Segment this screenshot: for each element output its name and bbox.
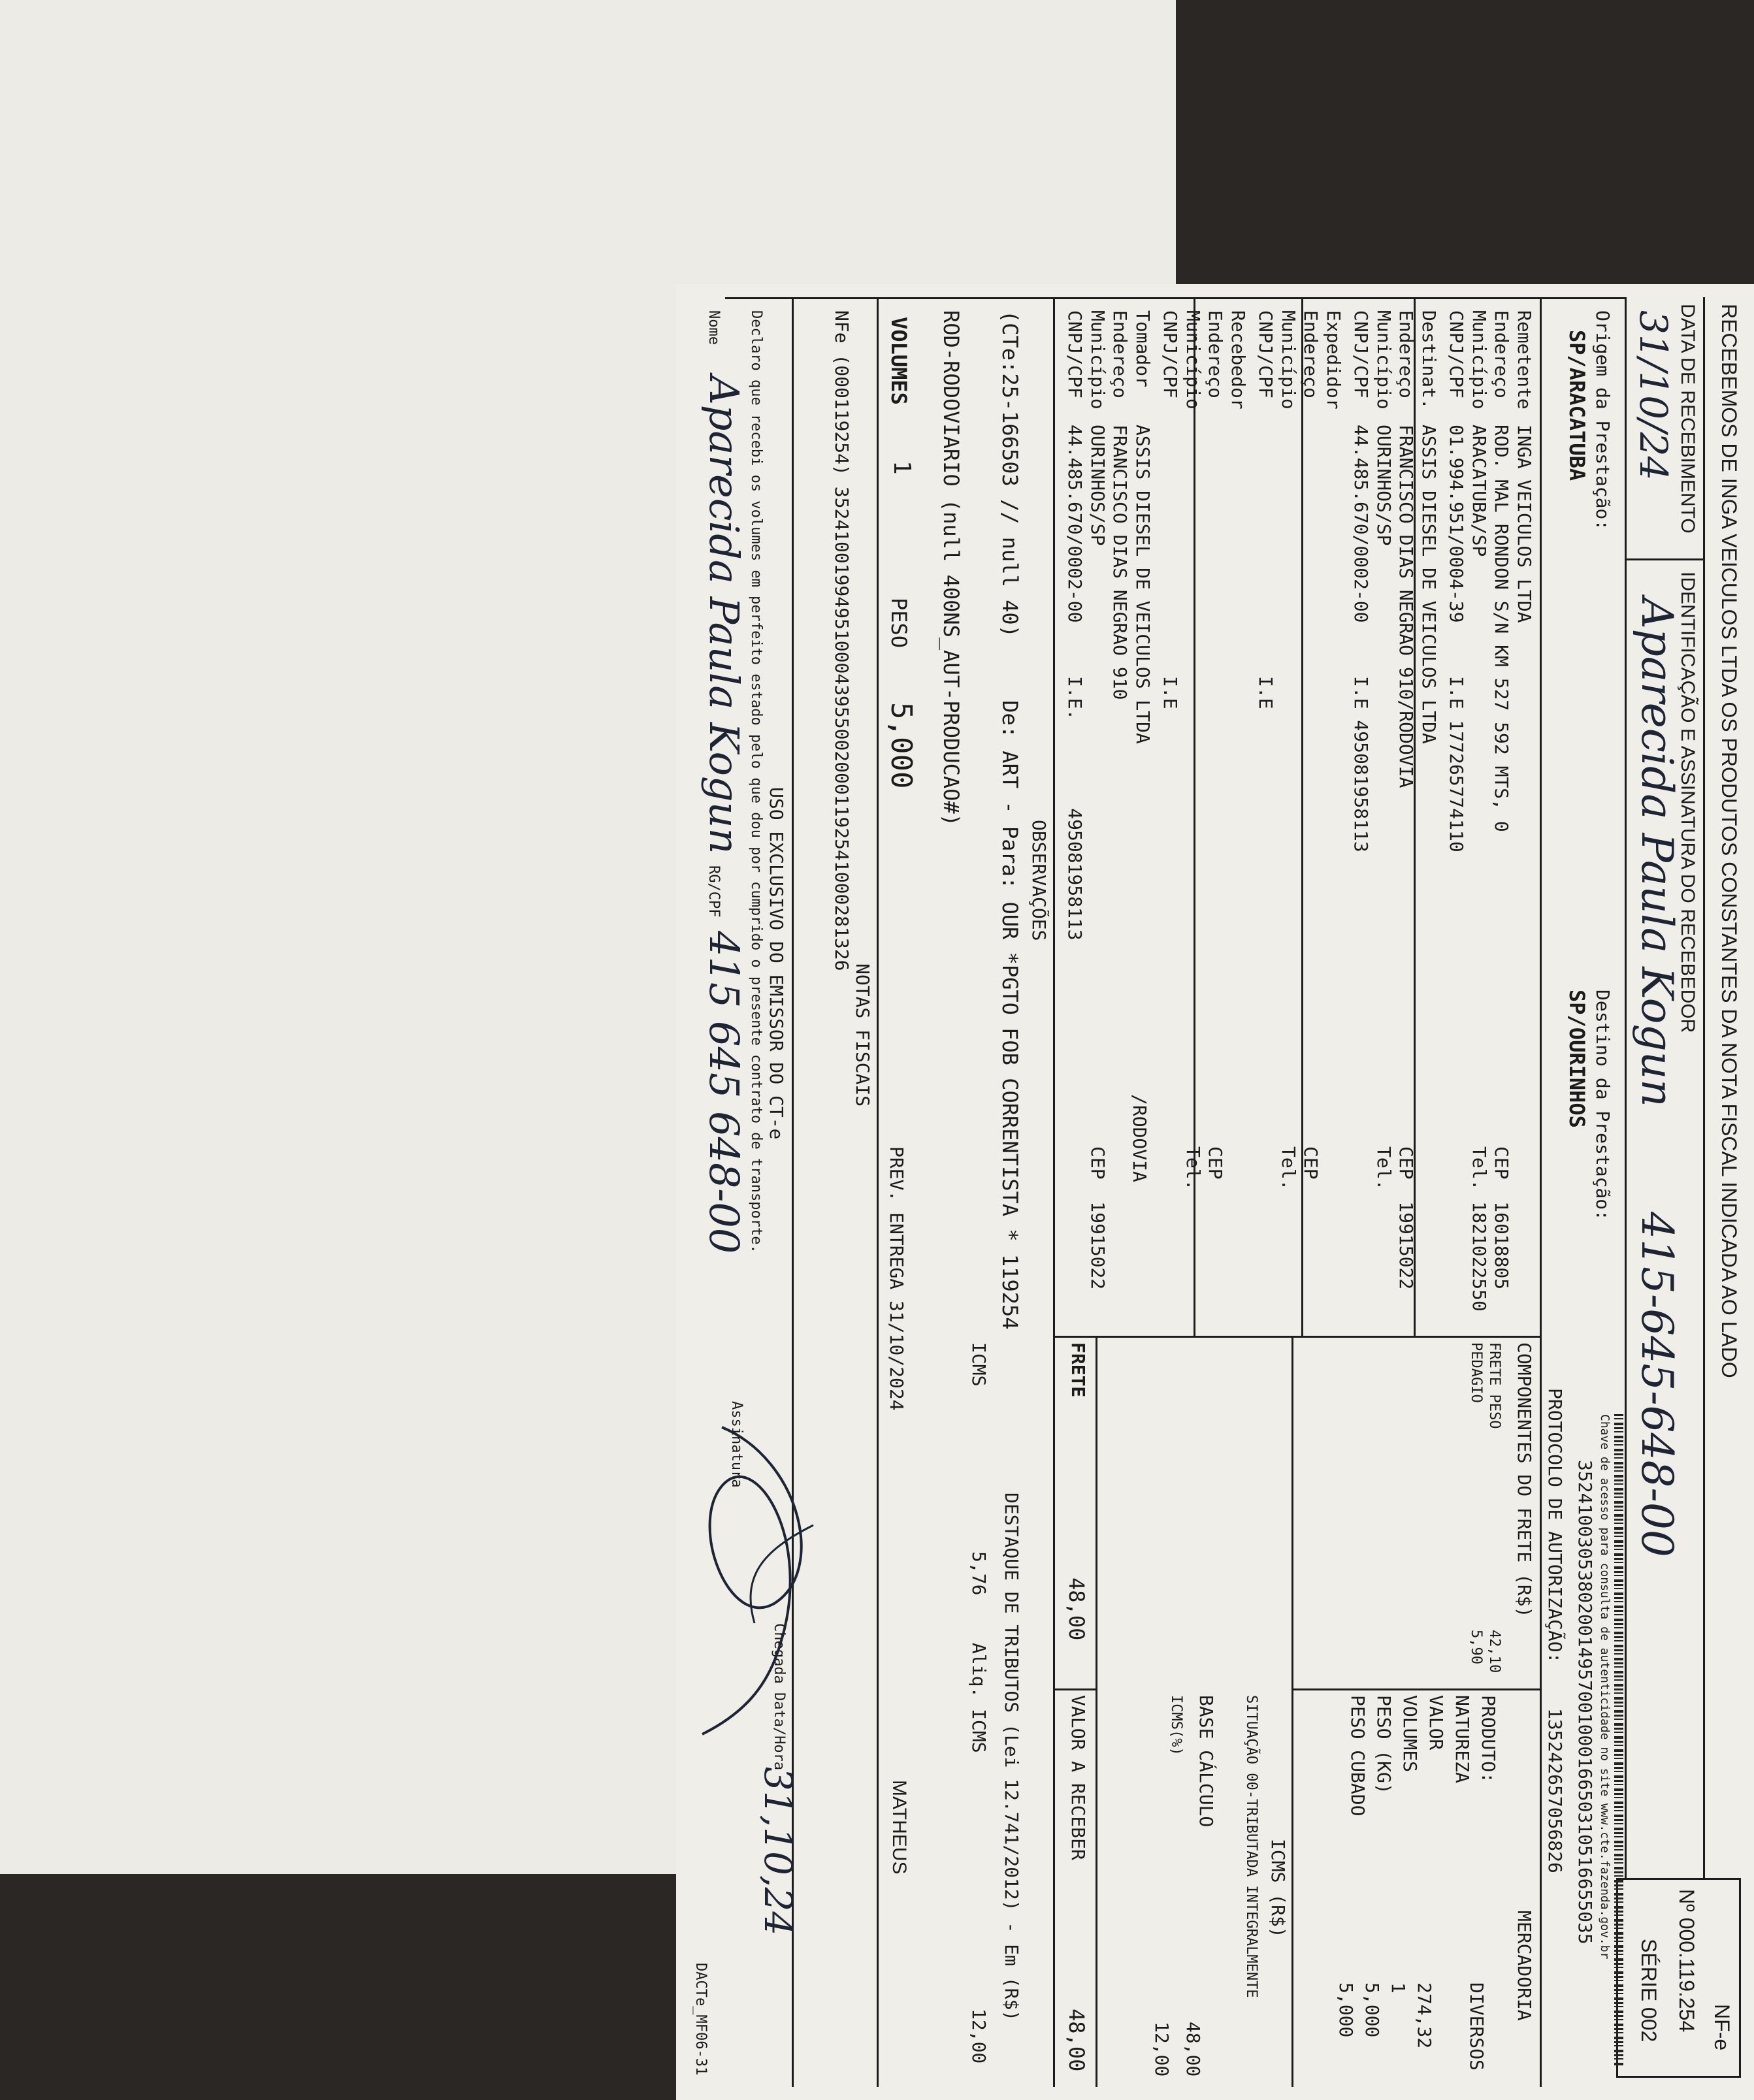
components-block <box>1418 1342 1535 1682</box>
barcode <box>1614 1414 1623 2067</box>
nfe-number: Nº 000.119.254 <box>1675 1889 1698 2033</box>
merchandise-value: 274,32 <box>1414 1982 1435 2049</box>
destination-label: Destino da Prestação: <box>1592 990 1614 1221</box>
party-extra: Tel. 1821022550 <box>1469 1146 1490 1312</box>
frete-label: FRETE <box>1067 1342 1089 1398</box>
merchandise-value: 5,000 <box>1335 1982 1357 2038</box>
handwritten-id: 415-645-648-00 <box>1632 1212 1682 1557</box>
date-received-label: DATA DE RECEBIMENTO <box>1677 304 1698 534</box>
party-label: Município <box>1087 310 1109 410</box>
party-ie: I.E 177265774110 <box>1446 676 1468 852</box>
divider <box>1293 1688 1542 1690</box>
divider <box>1625 297 1627 1878</box>
party-label: Endereço <box>1109 310 1131 398</box>
icms-title: ICMS (R$) <box>1267 1839 1289 1938</box>
tributos-title: DESTAQUE DE TRIBUTOS (Lei 12.741/2012) - Em (R$) <box>1001 1493 1022 2022</box>
divider <box>1053 297 1055 2087</box>
divider <box>1055 1688 1097 1690</box>
icms-rate-label: ICMS(%) <box>1168 1695 1184 1756</box>
divider <box>1703 297 1705 1878</box>
nfe-type: NF-e <box>1710 2004 1734 2051</box>
merchandise-label: PESO CUBADO <box>1347 1695 1369 1817</box>
party-ie: I.E. 495081958113 <box>1064 676 1086 941</box>
component-value: 5,90 <box>1468 1630 1484 1664</box>
handwritten-signature[interactable] <box>683 1408 853 1747</box>
party-value: ASSIS DIESEL DE VEICULOS LTDA <box>1132 425 1154 744</box>
party-label: Município <box>1182 310 1204 410</box>
party-value: ROD. MAL RONDON S/N KM 527 592 MTS, 0 <box>1491 425 1513 832</box>
observations-title: OBSERVAÇÕES <box>1028 820 1050 941</box>
volumes-label: VOLUMES <box>886 317 911 405</box>
party-value: ASSIS DIESEL DE VEICULOS LTDA <box>1418 425 1440 744</box>
party-label: Endereço <box>1300 310 1322 398</box>
party-label: Município <box>1373 310 1395 410</box>
peso-label: PESO <box>886 598 911 649</box>
access-key-label: Chave de acesso para consulta de autenticidade no site www.cte.fazenda.gov.br <box>1598 1414 1612 1960</box>
tributos-icms-label: ICMS <box>968 1342 990 1387</box>
merchandise-label: PESO (KG) <box>1373 1695 1395 1794</box>
nfe-box <box>1616 1878 1741 2078</box>
component-name: FRETE PESO <box>1486 1342 1502 1429</box>
tributos-aliq-value: 12,00 <box>968 2009 990 2064</box>
merchandise-block <box>1293 1695 1535 2080</box>
merchandise-label: NATUREZA <box>1452 1695 1473 1783</box>
origin-label: Origem da Prestação: <box>1592 310 1614 531</box>
party-extra: Tel. <box>1182 1146 1204 1191</box>
party-label: CNPJ/CPF <box>1064 310 1086 398</box>
uso-exclusivo: USO EXCLUSIVO DO EMISSOR DO CT-e <box>766 787 787 1140</box>
party-value: ARACATUBA/SP <box>1469 425 1490 557</box>
recipient-signature[interactable]: Aparecida Paula Kogun <box>1632 598 1682 1107</box>
merchandise-label: VOLUMES <box>1399 1695 1421 1773</box>
party-extra: CEP 16018805 <box>1491 1146 1513 1290</box>
component-name: PEDAGIO <box>1468 1342 1484 1403</box>
party-value: FRANCISCO DIAS NEGRAO 910/RODOVIA <box>1395 425 1418 788</box>
party-extra: CEP <box>1205 1146 1227 1180</box>
party-extra: CEP 19915022 <box>1087 1146 1109 1290</box>
icms-rate-value: 12,00 <box>1151 2022 1173 2077</box>
divider <box>1627 558 1705 560</box>
valor-receber-label: VALOR A RECEBER <box>1067 1695 1089 1860</box>
assinatura-label: Assinatura <box>728 1401 745 1488</box>
merchandise-value: DIVERSOS <box>1466 1982 1487 2071</box>
party-label: CNPJ/CPF <box>1350 310 1372 398</box>
party-value: OURINHOS/SP <box>1087 425 1109 546</box>
party-extra: Tel. <box>1278 1146 1299 1191</box>
party-value: 01.994.951/0004-39 <box>1446 425 1468 623</box>
party-label: Endereço <box>1205 310 1227 398</box>
recipient-signature-label: IDENTIFICAÇÃO E ASSINATURA DO RECEBEDOR <box>1677 572 1698 1033</box>
frete-value: 48,00 <box>1064 1577 1089 1641</box>
merchandise-label: PRODUTO: <box>1478 1695 1499 1783</box>
icms-base-value: 48,00 <box>1182 2022 1204 2077</box>
rg-label: RG/CPF <box>706 865 722 918</box>
party-label: Endereço <box>1491 310 1513 398</box>
volumes-value: 1 <box>888 460 915 475</box>
receipt-heading: RECEBEMOS DE INGA VEICULOS LTDA OS PRODUTOS CONSTANTES DA NOTA FISCAL INDICADA AO LADO <box>1717 304 1741 1378</box>
dacte-document <box>676 284 1754 2100</box>
matheus: MATHEUS <box>888 1780 910 1875</box>
divider <box>1194 297 1195 1336</box>
tributos-aliq-label: Aliq. ICMS <box>968 1643 990 1753</box>
party-extra: /RODOVIA <box>1129 1094 1151 1182</box>
icms-block <box>1119 1695 1289 2080</box>
protocol-value: 135242657056826 <box>1544 1708 1566 1873</box>
merchandise-label: VALOR <box>1425 1695 1447 1751</box>
observations-line2: ROD-RODOVIARIO (null 400NS_AUT-PRODUCAO#) <box>939 310 964 826</box>
merchandise-value: 5,000 <box>1361 1982 1383 2038</box>
icms-situation: SITUAÇÃO 00-TRIBUTADA INTEGRALMENTE <box>1243 1695 1259 1998</box>
party-extra: Tel. <box>1373 1146 1395 1191</box>
party-label: Município <box>1469 310 1490 410</box>
party-label: Expedidor <box>1323 310 1344 410</box>
frame-left <box>725 297 1627 299</box>
divider <box>1414 297 1416 1336</box>
components-title: COMPONENTES DO FRETE (R$) <box>1514 1342 1535 1618</box>
declaro-text: Declaro que recebi os volumes em perfeito estado pelo que dou por cumprido o presente contrato de transporte. <box>748 310 764 1253</box>
destination-value: SP/OURINHOS <box>1565 990 1589 1128</box>
divider <box>1291 1336 1293 2087</box>
party-label: CNPJ/CPF <box>1446 310 1468 398</box>
origin-value: SP/ARACATUBA <box>1565 330 1589 481</box>
date-received-value[interactable]: 31/10/24 <box>1631 310 1676 481</box>
party-value: OURINHOS/SP <box>1373 425 1395 546</box>
party-label: Tomador <box>1132 310 1154 388</box>
dacte-code: DACTe_MF06-31 <box>692 1963 709 2076</box>
chegada-label: Chegada Data/Hora <box>771 1623 787 1771</box>
divider <box>1301 297 1303 1336</box>
party-value: INGA VEICULOS LTDA <box>1514 425 1535 623</box>
valor-receber-value: 48,00 <box>1064 2009 1089 2072</box>
party-label: Endereço <box>1395 310 1418 398</box>
merchandise-title: MERCADORIA <box>1514 1911 1535 2021</box>
party-value: FRANCISCO DIAS NEGRAO 910 <box>1109 425 1131 700</box>
party-label: CNPJ/CPF <box>1160 310 1182 398</box>
party-ie: I.E <box>1255 676 1277 709</box>
nfe-series: SÉRIE 002 <box>1637 1939 1661 2043</box>
party-label: Destinat. <box>1418 310 1440 410</box>
prev-entrega: PREV. ENTREGA 31/10/2024 <box>886 1146 907 1411</box>
component-value: 42,10 <box>1486 1630 1502 1673</box>
nome-label: Nome <box>706 310 722 345</box>
observations-line1: (CTe:25-166503 // null 40) De: ART - Para: OUR *PGTO FOB CORRENTISTA * 119254 <box>998 310 1022 1330</box>
party-label: CNPJ/CPF <box>1255 310 1277 398</box>
party-value: 44.485.670/0002-00 <box>1350 425 1372 623</box>
party-label: Recebedor <box>1227 310 1249 410</box>
divider <box>1540 297 1542 2087</box>
divider <box>1096 1336 1097 2087</box>
party-extra: CEP <box>1300 1146 1322 1180</box>
party-extra: CEP 19915022 <box>1395 1146 1418 1290</box>
party-ie: I.E 495081958113 <box>1350 676 1372 852</box>
peso-value: 5,000 <box>885 702 918 789</box>
parties-block <box>1064 310 1535 1329</box>
nome-value[interactable]: Aparecida Paula Kogun <box>700 376 748 854</box>
party-value: 44.485.670/0002-00 <box>1064 425 1086 623</box>
party-label: Remetente <box>1514 310 1535 410</box>
invoices-title: NOTAS FISCAIS <box>852 963 873 1107</box>
icms-base-label: BASE CÁLCULO <box>1195 1695 1217 1828</box>
access-key-value: 35241003053802001495700100016650310516655035 <box>1574 1460 1596 1945</box>
rg-value[interactable]: 415 645 648-00 <box>700 931 748 1254</box>
merchandise-value: 1 <box>1388 1982 1409 1994</box>
party-label: Município <box>1278 310 1299 410</box>
divider <box>877 297 879 2087</box>
invoices-line: NFe (000119254) 35241001994951000439550020001192541000281326 <box>831 310 853 971</box>
divider <box>1055 1336 1542 1338</box>
chegada-value[interactable]: 31,10,24 <box>756 1767 800 1936</box>
tributos-icms-value: 5,76 <box>968 1551 990 1596</box>
protocol-label: PROTOCOLO DE AUTORIZAÇÃO: <box>1544 1388 1566 1664</box>
party-ie: I.E <box>1160 676 1182 709</box>
